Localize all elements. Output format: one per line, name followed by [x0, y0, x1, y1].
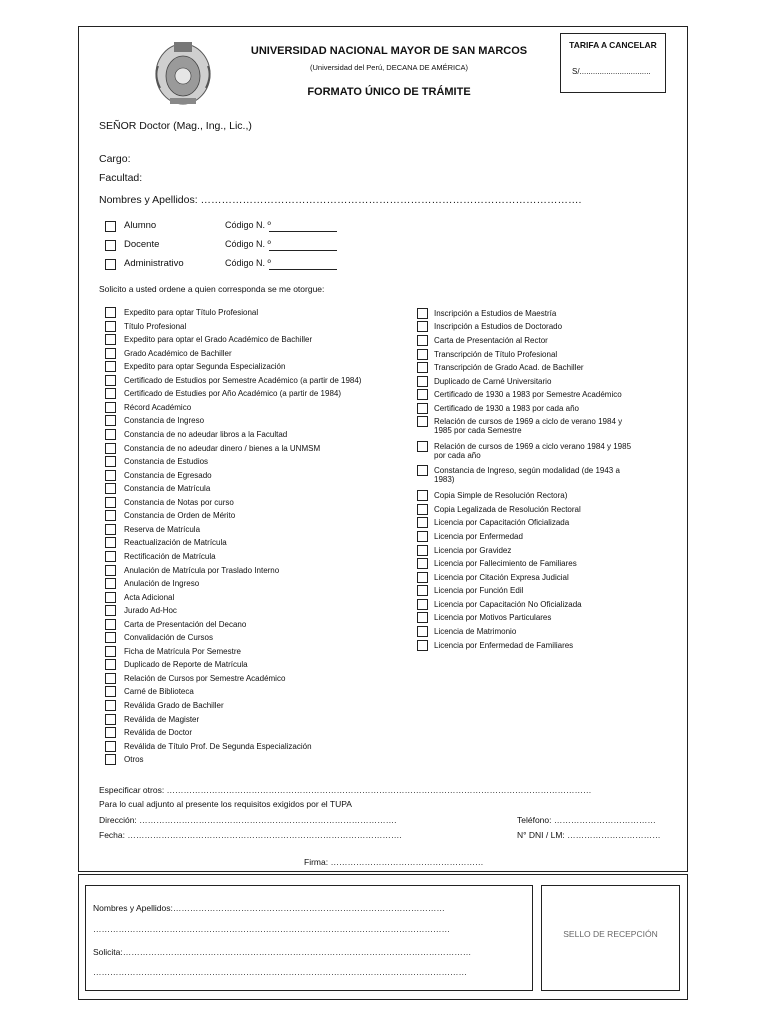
request-checkbox[interactable] — [417, 465, 428, 476]
request-item-label: Licencia de Matrimonio — [434, 627, 517, 636]
telefono-field[interactable]: Teléfono: ……………………………… — [517, 815, 656, 825]
request-item-label: Licencia por Citación Expresa Judicial — [434, 573, 569, 582]
request-checkbox[interactable] — [417, 376, 428, 387]
university-name: UNIVERSIDAD NACIONAL MAYOR DE SAN MARCOS — [250, 45, 528, 57]
request-item-label: Licencia por Capacitación Oficializada — [434, 518, 570, 527]
request-item-label: Relación de Cursos por Semestre Académico — [124, 673, 286, 683]
tarifa-label: TARIFA A CANCELAR — [569, 40, 657, 50]
university-subtitle: (Universidad del Perú, DECANA DE AMÉRICA) — [310, 63, 468, 72]
request-item-label: Carta de Presentación del Decano — [124, 619, 247, 629]
request-item-label: Jurado Ad-Hoc — [124, 606, 177, 616]
request-checkbox[interactable] — [105, 415, 116, 426]
role-code-label: Código N. º — [225, 258, 271, 268]
request-item-label: Acta Adicional — [124, 592, 175, 602]
request-checkbox[interactable] — [105, 334, 116, 345]
role-code-label: Código N. º — [225, 239, 271, 249]
request-item-label: Certificado de 1930 a 1983 por Semestre Académico — [434, 390, 622, 399]
request-checkbox[interactable] — [105, 524, 116, 535]
request-item-label: Constancia de no adeudar libros a la Facultad — [124, 429, 288, 439]
role-label: Docente — [124, 239, 160, 250]
cargo-field[interactable]: Cargo: — [99, 153, 131, 165]
request-item-label: Título Profesional — [124, 321, 187, 331]
request-item-label: Constancia de Matrícula — [124, 484, 211, 494]
request-checkbox[interactable] — [417, 362, 428, 373]
request-checkbox[interactable] — [105, 402, 116, 413]
request-item-label: Duplicado de Carné Universitario — [434, 377, 552, 386]
form-title: FORMATO ÚNICO DE TRÁMITE — [307, 86, 471, 98]
request-checkbox[interactable] — [105, 361, 116, 372]
request-item-label: Inscripción a Estudios de Maestría — [434, 309, 557, 318]
request-checkbox[interactable] — [417, 517, 428, 528]
request-checkbox[interactable] — [417, 531, 428, 542]
firma-field[interactable]: Firma: ……………………………………………… — [304, 857, 484, 867]
request-item-label: Licencia por Fallecimiento de Familiares — [434, 559, 577, 568]
receipt-solicita-field[interactable]: Solicita:…………………………………………………………………………………………………………… — [93, 947, 472, 957]
request-checkbox[interactable] — [105, 741, 116, 752]
request-item-label: Licencia por Capacitación No Oficializada — [434, 600, 582, 609]
request-item-label: Licencia por Motivos Particulares — [434, 613, 552, 622]
request-item-label: Reválida Grado de Bachiller — [124, 701, 224, 710]
request-item-label: Licencia por Enfermedad — [434, 532, 523, 541]
request-checkbox[interactable] — [417, 545, 428, 556]
request-item-label: Reserva de Matrícula — [124, 524, 201, 534]
request-item-label: Constancia de Ingreso — [124, 416, 205, 426]
role-code-field[interactable] — [269, 231, 337, 232]
request-item-label: Constancia de no adeudar dinero / bienes a la UNMSM — [124, 443, 321, 453]
request-checkbox[interactable] — [105, 673, 116, 684]
request-checkbox[interactable] — [105, 565, 116, 576]
request-checkbox[interactable] — [417, 558, 428, 569]
request-item-label: Inscripción a Estudios de Doctorado — [434, 322, 563, 331]
role-code-field[interactable] — [269, 250, 337, 251]
receipt-dots-line-2: …………………………………………………………………………………………………………………… — [93, 967, 467, 977]
request-checkbox[interactable] — [417, 308, 428, 319]
request-checkbox[interactable] — [417, 599, 428, 610]
role-checkbox[interactable] — [105, 259, 116, 270]
role-code-label: Código N. º — [225, 220, 271, 230]
direccion-field[interactable]: Dirección: ………………………………………………………………………………. — [99, 815, 397, 825]
request-checkbox[interactable] — [105, 714, 116, 725]
request-checkbox[interactable] — [417, 585, 428, 596]
receipt-nombres-field[interactable]: Nombres y Apellidos:…………………………………………………………………………………… — [93, 903, 445, 913]
request-checkbox[interactable] — [105, 646, 116, 657]
role-code-field[interactable] — [269, 269, 337, 270]
request-item-label: Relación de cursos de 1969 a ciclo de verano 1984 y 1985 por cada Semestre — [434, 417, 623, 435]
request-item-label: Reválida de Magister — [124, 714, 200, 724]
request-item-label: Constancia de Ingreso, según modalidad (de 1943 a 1983) — [434, 466, 620, 484]
fecha-field[interactable]: Fecha: ……………………………………………………………………………………. — [99, 830, 402, 840]
especificar-otros-field[interactable]: Especificar otros: …………………………………………………………………………………………………………………………………… — [99, 785, 592, 795]
request-checkbox[interactable] — [105, 375, 116, 386]
request-item-label: Rectificación de Matrícula — [124, 551, 216, 561]
request-item-label: Constancia de Notas por curso — [124, 497, 234, 507]
tupa-note: Para lo cual adjunto al presente los requisitos exigidos por el TUPA — [99, 799, 352, 809]
request-checkbox[interactable] — [105, 700, 116, 711]
request-item-label: Constancia de Orden de Mérito — [124, 511, 236, 521]
request-item-label: Expedito para optar Título Profesional — [124, 308, 259, 317]
request-checkbox[interactable] — [105, 497, 116, 508]
nombres-field[interactable]: Nombres y Apellidos: ………………………………………………………………………………………………. — [99, 194, 582, 206]
request-item-label: Licencia por Gravidez — [434, 546, 512, 555]
request-checkbox[interactable] — [105, 659, 116, 670]
request-checkbox[interactable] — [417, 321, 428, 332]
request-item-label: Expedito para optar Segunda Especialización — [124, 362, 286, 372]
request-checkbox[interactable] — [105, 388, 116, 399]
request-checkbox[interactable] — [105, 348, 116, 359]
request-item-label: Ficha de Matrícula Por Semestre — [124, 646, 241, 656]
request-item-label: Certificado de Estudios por Semestre Académico (a partir de 1984) — [124, 375, 362, 385]
request-checkbox[interactable] — [417, 490, 428, 501]
request-intro: Solicito a usted ordene a quien corresponda se me otorgue: — [99, 284, 325, 294]
request-item-label: Reválida de Título Prof. De Segunda Especialización — [124, 741, 312, 751]
request-checkbox[interactable] — [417, 441, 428, 452]
tarifa-amount-field[interactable]: S/................................ — [572, 67, 651, 76]
request-checkbox[interactable] — [105, 456, 116, 467]
role-checkbox[interactable] — [105, 221, 116, 232]
request-checkbox[interactable] — [105, 307, 116, 318]
request-checkbox[interactable] — [105, 551, 116, 562]
request-checkbox[interactable] — [105, 592, 116, 603]
request-item-label: Carta de Presentación al Rector — [434, 336, 548, 345]
request-item-label: Reactualización de Matrícula — [124, 538, 227, 548]
request-item-label: Convalidación de Cursos — [124, 633, 213, 643]
request-item-label: Copia Legalizada de Resolución Rectoral — [434, 505, 581, 514]
request-item-label: Transcripción de Título Profesional — [434, 350, 558, 359]
role-label: Alumno — [124, 220, 157, 231]
request-checkbox[interactable] — [105, 443, 116, 454]
request-checkbox[interactable] — [417, 612, 428, 623]
receipt-dots-line-1: ……………………………………………………………………………………………………………… — [93, 924, 450, 934]
request-checkbox[interactable] — [105, 483, 116, 494]
request-item-label: Expedito para optar el Grado Académico de Bachiller — [124, 335, 313, 345]
request-checkbox[interactable] — [105, 510, 116, 521]
request-checkbox[interactable] — [417, 626, 428, 637]
request-checkbox[interactable] — [417, 349, 428, 360]
request-checkbox[interactable] — [417, 335, 428, 346]
request-item-label: Constancia de Egresado — [124, 470, 212, 480]
sello-recepcion-label: SELLO DE RECEPCIÓN — [563, 929, 658, 939]
request-checkbox[interactable] — [417, 403, 428, 414]
role-checkbox[interactable] — [105, 240, 116, 251]
request-checkbox[interactable] — [105, 578, 116, 589]
request-item-label: Duplicado de Reporte de Matrícula — [124, 660, 248, 670]
request-item-label: Constancia de Estudios — [124, 457, 209, 467]
request-item-label: Licencia por Función Edil — [434, 586, 524, 595]
request-item-label: Carné de Biblioteca — [124, 687, 194, 697]
request-item-label: Anulación de Matrícula por Traslado Interno — [124, 565, 280, 575]
dni-field[interactable]: N° DNI / LM: …………………………… — [517, 830, 661, 840]
facultad-field[interactable]: Facultad: — [99, 172, 143, 184]
request-checkbox[interactable] — [417, 389, 428, 400]
role-label: Administrativo — [124, 258, 184, 269]
request-checkbox[interactable] — [105, 429, 116, 440]
request-checkbox[interactable] — [105, 619, 116, 630]
tarifa-box — [560, 33, 666, 93]
request-item-label: Anulación de Ingreso — [124, 579, 200, 588]
request-item-label: Relación de cursos de 1969 a ciclo verano 1984 y 1985 por cada año — [434, 442, 632, 460]
request-item-label: Certificado de Estudies por Año Académico (a partir de 1984) — [124, 389, 342, 399]
request-checkbox[interactable] — [105, 470, 116, 481]
request-item-label: Transcripción de Grado Acad. de Bachiller — [434, 363, 584, 372]
salutation: SEÑOR Doctor (Mag., Ing., Lic.,) — [99, 120, 252, 132]
request-checkbox[interactable] — [417, 640, 428, 651]
request-checkbox[interactable] — [105, 321, 116, 332]
request-item-label: Certificado de 1930 a 1983 por cada año — [434, 404, 579, 413]
request-checkbox[interactable] — [105, 686, 116, 697]
request-checkbox[interactable] — [105, 754, 116, 765]
sello-recepcion-box — [541, 885, 680, 991]
request-item-label: Copia Simple de Resolución Rectora) — [434, 491, 568, 500]
request-item-label: Récord Académico — [124, 402, 192, 412]
request-item-label: Reválida de Doctor — [124, 728, 193, 737]
request-checkbox[interactable] — [105, 632, 116, 643]
request-checkbox[interactable] — [105, 537, 116, 548]
request-checkbox[interactable] — [417, 504, 428, 515]
request-checkbox[interactable] — [105, 727, 116, 738]
request-checkbox[interactable] — [417, 572, 428, 583]
request-item-label: Otros — [124, 755, 144, 765]
request-item-label: Licencia por Enfermedad de Familiares — [434, 641, 574, 650]
request-item-label: Grado Académico de Bachiller — [124, 348, 232, 358]
request-checkbox[interactable] — [417, 416, 428, 427]
request-checkbox[interactable] — [105, 605, 116, 616]
